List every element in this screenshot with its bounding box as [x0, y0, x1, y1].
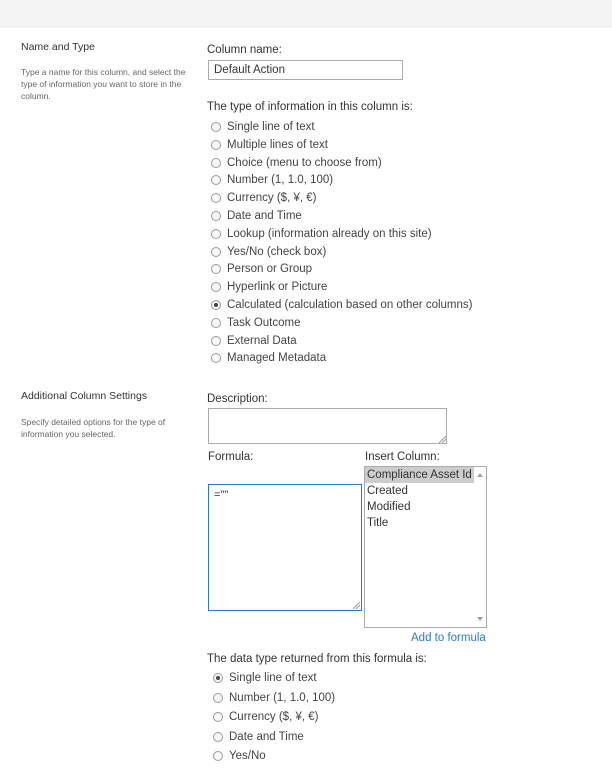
- additional-settings-section-description: Specify detailed options for the type of information you selected.: [21, 417, 166, 439]
- column-type-option-choice-menu-to-choose-from[interactable]: [211, 157, 382, 169]
- insert-column-options: [365, 467, 486, 531]
- column-type-option-multiple-lines-of-text[interactable]: [211, 139, 328, 151]
- column-type-option-label: External Data: [227, 334, 297, 347]
- formula-textarea[interactable]: [208, 484, 362, 611]
- listbox-scrollbar[interactable]: [474, 467, 486, 627]
- radio-unchecked-icon[interactable]: [211, 122, 221, 132]
- description-textarea[interactable]: [208, 408, 447, 444]
- return-type-option-label: Date and Time: [229, 730, 304, 743]
- radio-unchecked-icon[interactable]: [211, 264, 221, 274]
- radio-unchecked-icon[interactable]: [213, 693, 223, 703]
- return-type-option-yes-no[interactable]: [213, 750, 266, 762]
- radio-unchecked-icon[interactable]: [211, 318, 221, 328]
- radio-unchecked-icon[interactable]: [211, 229, 221, 239]
- return-type-option-label: Number (1, 1.0, 100): [229, 691, 336, 704]
- radio-unchecked-icon[interactable]: [213, 712, 223, 722]
- column-type-option-hyperlink-or-picture[interactable]: [211, 281, 327, 293]
- column-type-option-label: Yes/No (check box): [227, 245, 327, 258]
- insert-column-option-modified[interactable]: Modified: [367, 501, 411, 513]
- insert-column-option-compliance-asset-id[interactable]: Compliance Asset Id: [365, 467, 486, 483]
- radio-unchecked-icon[interactable]: [213, 751, 223, 761]
- return-type-option-label: Yes/No: [229, 750, 266, 762]
- column-type-option-person-or-group[interactable]: [211, 263, 312, 275]
- radio-unchecked-icon[interactable]: [211, 353, 221, 363]
- column-type-option-label: Task Outcome: [227, 316, 301, 329]
- column-type-label: The type of information in this column is:: [207, 101, 413, 113]
- insert-column-label: Insert Column:: [365, 451, 440, 463]
- add-to-formula-link[interactable]: Add to formula: [411, 632, 486, 644]
- return-type-option-label: Currency ($, ¥, €): [229, 711, 319, 723]
- column-type-option-label: Managed Metadata: [227, 352, 327, 365]
- column-type-option-label: Calculated (calculation based on other columns): [227, 299, 473, 311]
- resize-grip-icon[interactable]: [439, 436, 446, 443]
- name-type-section-description: Type a name for this column, and select the type of information you want to store in the column.: [21, 67, 186, 101]
- return-type-option-number-1-1-0-100[interactable]: [213, 692, 335, 704]
- column-type-option-calculated-calculation-based-on-other-columns[interactable]: [211, 299, 472, 311]
- radio-unchecked-icon[interactable]: [211, 211, 221, 221]
- column-type-option-yes-no-check-box[interactable]: [211, 246, 326, 258]
- column-type-option-external-data[interactable]: [211, 335, 297, 347]
- radio-unchecked-icon[interactable]: [213, 732, 223, 742]
- column-type-option-date-and-time[interactable]: [211, 210, 302, 222]
- name-type-section-title: Name and Type: [21, 41, 95, 53]
- top-bar: [0, 0, 612, 28]
- formula-label: Formula:: [208, 451, 254, 463]
- description-label: Description:: [207, 393, 268, 405]
- radio-unchecked-icon[interactable]: [211, 193, 221, 203]
- return-type-option-date-and-time[interactable]: [213, 731, 304, 743]
- column-type-option-label: Single line of text: [227, 121, 315, 133]
- column-type-option-label: Multiple lines of text: [227, 138, 328, 151]
- column-type-option-lookup-information-already-on-this-site[interactable]: [211, 228, 432, 240]
- column-type-option-single-line-of-text[interactable]: [211, 121, 315, 133]
- column-type-option-label: Lookup (information already on this site): [227, 227, 432, 240]
- column-type-option-label: Person or Group: [227, 263, 313, 276]
- return-type-option-single-line-of-text[interactable]: [213, 672, 317, 684]
- radio-unchecked-icon[interactable]: [211, 282, 221, 292]
- column-type-option-label: Hyperlink or Picture: [227, 281, 328, 294]
- scroll-down-arrow-icon[interactable]: [477, 617, 483, 621]
- insert-column-listbox[interactable]: [364, 466, 487, 628]
- column-type-option-label: Choice (menu to choose from): [227, 156, 382, 169]
- return-type-option-currency[interactable]: [213, 711, 318, 723]
- column-type-option-label: Currency ($, ¥, €): [227, 192, 317, 205]
- column-type-option-task-outcome[interactable]: [211, 317, 301, 329]
- column-name-label: Column name:: [207, 44, 282, 56]
- radio-checked-icon[interactable]: [213, 673, 223, 683]
- radio-unchecked-icon[interactable]: [211, 247, 221, 257]
- radio-unchecked-icon[interactable]: [211, 336, 221, 346]
- column-type-option-label: Date and Time: [227, 210, 302, 222]
- resize-grip-icon[interactable]: [353, 602, 360, 609]
- insert-column-option-created[interactable]: Created: [367, 485, 408, 497]
- return-type-label: The data type returned from this formula is:: [207, 653, 427, 665]
- column-type-option-label: Number (1, 1.0, 100): [227, 174, 334, 187]
- radio-unchecked-icon[interactable]: [211, 175, 221, 185]
- radio-unchecked-icon[interactable]: [211, 140, 221, 150]
- radio-unchecked-icon[interactable]: [211, 158, 221, 168]
- scroll-up-arrow-icon[interactable]: [477, 473, 483, 477]
- return-type-option-label: Single line of text: [229, 672, 317, 684]
- additional-settings-section-title: Additional Column Settings: [21, 390, 148, 402]
- column-type-option-number-1-1-0-100[interactable]: [211, 174, 333, 186]
- insert-column-option-title[interactable]: Title: [367, 517, 389, 529]
- radio-checked-icon[interactable]: [211, 300, 221, 310]
- column-type-option-managed-metadata[interactable]: [211, 352, 326, 364]
- column-type-option-currency[interactable]: [211, 192, 316, 204]
- column-name-input[interactable]: [208, 60, 403, 80]
